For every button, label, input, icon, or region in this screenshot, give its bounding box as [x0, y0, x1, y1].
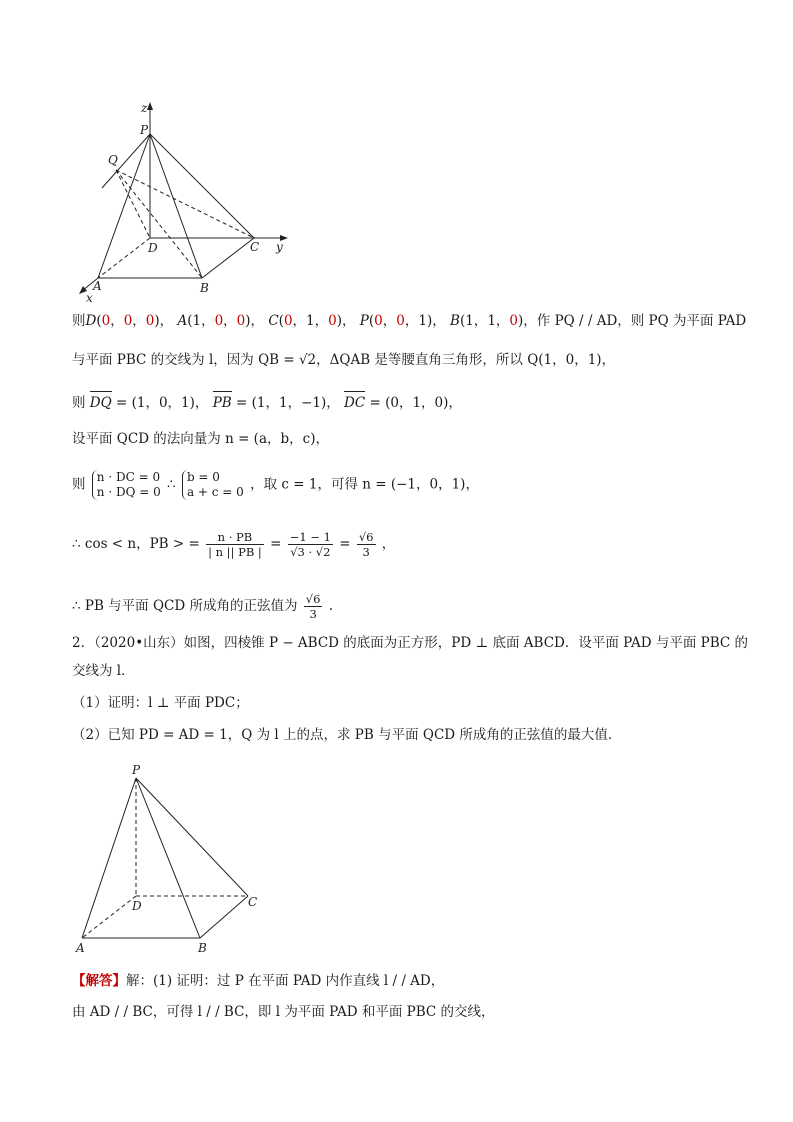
label-d: D: [148, 241, 158, 255]
problem-2-q2: [72, 726, 732, 744]
system-line: [72, 470, 732, 506]
point-name: A: [177, 313, 188, 329]
segment-qc: [116, 170, 254, 238]
fraction-1-numerator: n · PB: [206, 530, 264, 545]
answer-line-1: [72, 972, 732, 990]
problem-2-q1: [72, 694, 732, 712]
fraction-3-denominator: 3: [362, 545, 370, 559]
answer-line-2: [72, 1003, 732, 1021]
problem-2-question-1: （1）证明：l ⊥ 平面 PDC；: [72, 695, 249, 711]
vector-dq-value: = (1，0，1)，: [116, 395, 209, 411]
label-y: y: [276, 240, 283, 254]
coord-value: 0: [283, 313, 293, 329]
vector-dq: DQ: [89, 395, 112, 411]
cosine-end: ，: [381, 536, 396, 552]
vector-dc: DC: [344, 395, 366, 411]
label-x: x: [86, 291, 93, 305]
figure-1-pyramid-with-axes: [70, 96, 300, 306]
sine-fraction-numerator: √6: [305, 592, 321, 606]
coord-value: 0: [328, 313, 337, 329]
z-axis-arrow: [147, 102, 153, 110]
coord-value: 0: [236, 313, 246, 329]
cosine-line: [72, 530, 732, 566]
edge-pc: [136, 778, 248, 896]
vectors-line: [72, 394, 732, 412]
label-b: B: [200, 281, 209, 295]
label-p: P: [140, 123, 149, 137]
label-z: z: [141, 101, 148, 115]
cosine-lhs: ∴ cos < n，PB > =: [72, 536, 200, 552]
point-name: P: [359, 313, 369, 329]
sine-result-fraction: [304, 592, 323, 621]
system-2-eq-a: b = 0: [186, 470, 220, 484]
system-1-eq-b: n · DQ = 0: [96, 485, 161, 499]
coord-value: 1: [306, 313, 315, 329]
problem-2-question-2: （2）已知 PD = AD = 1，Q 为 l 上的点，求 PB 与平面 QCD 所成角的正弦值的最大值．: [72, 727, 622, 743]
coord-value: 0: [396, 313, 405, 329]
edge-bc: [200, 896, 248, 938]
figure-1-svg: [70, 96, 300, 306]
coord-value: 1: [465, 313, 474, 329]
point-name: D: [85, 313, 97, 329]
fraction-1-denominator: | n || PB |: [208, 545, 262, 559]
edge-bc: [202, 238, 254, 278]
cosine-fraction-3: [357, 530, 376, 559]
coord-value: 1: [487, 313, 496, 329]
problem-2-line-1: [72, 634, 749, 652]
coords-line: 则D(0，0，0)， A(1，0，0)， C(0，1，0)， P(0，0，1)， B(1，1，0)，作 PQ / / AD，则 PQ 为平面 PAD: [72, 313, 747, 329]
edge-pa: [82, 778, 136, 938]
coord-value: 0: [123, 313, 133, 329]
label-c: C: [248, 895, 258, 909]
point-name: C: [268, 313, 279, 329]
figure-2-svg: [70, 760, 280, 960]
cosine-fraction-2: [288, 530, 333, 559]
system-2-eq-b: a + c = 0: [186, 485, 244, 499]
label-d: D: [132, 899, 142, 913]
coords-tail: ，作 PQ / / AD，则 PQ 为平面 PAD: [523, 313, 747, 329]
sine-result-line: [72, 592, 732, 628]
fraction-2-denominator: √3 · √2: [290, 545, 331, 559]
label-q: Q: [108, 153, 118, 167]
coord-value: 1: [418, 313, 427, 329]
label-a: A: [93, 279, 102, 293]
therefore-symbol: ∴: [167, 476, 176, 493]
problem-2-line-2: [72, 662, 732, 680]
coord-value: 1: [192, 313, 202, 329]
sine-result-text: ∴ PB 与平面 QCD 所成角的正弦值为: [72, 598, 298, 614]
answer-text-1: 解：(1) 证明：过 P 在平面 PAD 内作直线 l / / AD，: [126, 973, 445, 989]
edge-pa: [98, 134, 150, 278]
cosine-fraction-1: [206, 530, 264, 559]
system-2: [182, 470, 244, 500]
fraction-2-numerator: −1 − 1: [289, 530, 331, 544]
normal-vector-text: 设平面 QCD 的法向量为 n = (a，b，c)，: [72, 431, 329, 447]
vectors-prefix: 则: [72, 395, 86, 411]
label-b: B: [198, 941, 207, 955]
vector-pb: PB: [212, 395, 232, 411]
coords-prefix: 则: [72, 313, 86, 329]
edge-da: [82, 896, 136, 938]
system-1-eq-a: n · DC = 0: [96, 470, 161, 484]
answer-tag: 【解答】: [72, 973, 126, 989]
segment-qb: [116, 170, 202, 278]
point-name: B: [450, 313, 460, 329]
x-axis-dashed: [98, 238, 150, 278]
figure-2-pyramid: [70, 760, 280, 960]
coord-value: 0: [101, 313, 111, 329]
label-p: P: [132, 763, 141, 777]
sine-fraction-denominator: 3: [309, 607, 317, 621]
coord-value: 0: [145, 313, 155, 329]
system-1: [92, 470, 161, 500]
edge-pb: [136, 778, 200, 938]
vector-pb-value: = (1，1，−1)，: [236, 395, 340, 411]
intersection-line: [72, 351, 732, 369]
vector-dc-value: = (0，1，0)，: [369, 395, 462, 411]
coord-value: 0: [374, 313, 383, 329]
system-tail: ，取 c = 1，可得 n = (−1，0，1)，: [250, 476, 479, 493]
coord-value: 0: [509, 313, 518, 329]
sine-result-end: .: [328, 598, 334, 614]
label-a: A: [76, 941, 85, 955]
edge-pc: [150, 134, 254, 238]
equals-sign: =: [270, 536, 282, 552]
answer-text-2: 由 AD / / BC，可得 l / / BC，即 l 为平面 PAD 和平面 PBC 的交线，: [72, 1004, 495, 1020]
coord-value: 0: [214, 313, 224, 329]
problem-2-statement: 2．（2020•山东）如图，四棱锥 P − ABCD 的底面为正方形，PD ⊥ 底面 ABCD．设平面 PAD 与平面 PBC 的: [72, 635, 749, 651]
label-c: C: [250, 240, 260, 254]
fraction-3-numerator: √6: [358, 530, 374, 544]
intersection-text: 与平面 PBC 的交线为 l，因为 QB = √2，ΔQAB 是等腰直角三角形，所以 Q(1，0，1)，: [72, 352, 616, 368]
equals-sign: =: [339, 536, 351, 552]
normal-vector-line: [72, 430, 732, 448]
system-prefix: 则: [72, 476, 86, 493]
problem-2-statement-cont: 交线为 l．: [72, 663, 135, 679]
edge-pb: [150, 134, 202, 278]
